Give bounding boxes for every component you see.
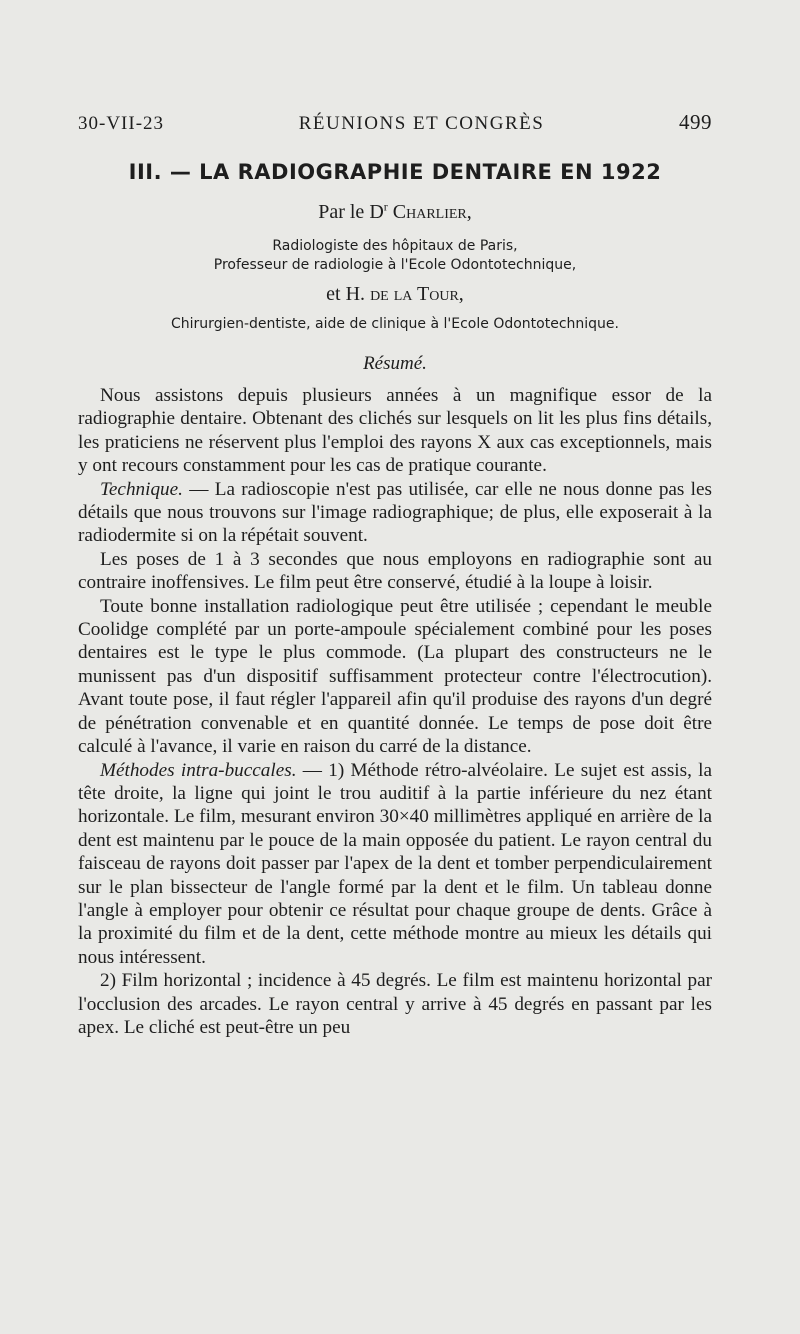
author1-prefix: Par le D: [318, 201, 384, 223]
paragraph-1: Nous assistons depuis plusieurs années à un magnifique essor de la radiographie dentaire. Obtenant des clichés sur lesquels on lit les plus fins détails, les praticiens ne réservent plus l'emploi des rayons X aux cas exceptionnels, mais y ont recours constamment pour les cas de pratique courante.: [78, 385, 712, 477]
article-title: III. — LA RADIOGRAPHIE DENTAIRE EN 1922: [128, 160, 662, 184]
methods-label: Méthodes intra-buccales.: [100, 759, 297, 781]
author1-sup: r: [383, 199, 388, 214]
paragraph-2-text: — La radioscopie n'est pas utilisée, car elle ne nous donne pas les détails que nous trouvons sur l'image radiographique; de plus, elle exposerait à la radiodermite si on la répétait souvent.: [78, 478, 712, 547]
author1-affiliation-line-2: Professeur de radiologie à l'Ecole Odontotechnique,: [213, 257, 577, 273]
technique-label: Technique.: [100, 478, 183, 500]
author1-affiliation-line-1: Radiologiste des hôpitaux de Paris,: [272, 238, 518, 254]
header-date: 30-VII-23: [78, 113, 165, 134]
author-line-1: [78, 201, 712, 224]
paragraph-2: [78, 478, 712, 548]
paragraph-6: 2) Film horizontal ; incidence à 45 degrés. Le film est maintenu horizontal par l'occlusion des arcades. Le rayon central y arrive à 45 degrés en passant par les apex. Le cliché est peut-être un peu: [78, 970, 712, 1038]
author1-affiliation: [78, 237, 712, 275]
running-header: [78, 110, 712, 135]
paragraph-4: Toute bonne installation radiologique peut être utilisée ; cependant le meuble Coolidge complété par un porte-ampoule spécialement combiné pour les poses dentaires est le type le plus commode. (La plupart des constructeurs ne le munissent pas d'un dispositif suffisamment protecteur contre l'électrocution). Avant toute pose, il faut régler l'appareil afin qu'il produise des rayons d'un degré de pénétration convenable et en quantité donnée. Le temps de pose doit être calculé à l'avance, il varie en raison du carré de la distance.: [78, 595, 712, 758]
header-section: RÉUNIONS ET CONGRÈS: [298, 113, 545, 134]
article-body: [78, 384, 712, 1039]
paragraph-5: [78, 759, 712, 970]
author-line-2: [78, 283, 712, 306]
author1-name: Charlier,: [392, 201, 472, 223]
author2-prefix: et H.: [326, 283, 366, 305]
paragraph-3: Les poses de 1 à 3 secondes que nous employons en radiographie sont au contraire inoffensives. Le film peut être conservé, étudié à la loupe à loisir.: [78, 548, 712, 594]
author2-affiliation: Chirurgien-dentiste, aide de clinique à l'Ecole Odontotechnique.: [171, 316, 619, 332]
author2-name: de la Tour,: [370, 283, 464, 305]
page-number: 499: [678, 110, 712, 134]
paragraph-5-text: — 1) Méthode rétro-alvéolaire. Le sujet est assis, la tête droite, la ligne qui joint le trou auditif à la partie inférieure du nez étant horizontale. Le film, mesurant environ 30×40 millimètres appliqué en arrière de la dent est maintenu par le pouce de la main opposée du patient. Le rayon central du faisceau de rayons doit passer par l'apex de la dent et tomber perpendiculairement sur le plan bissecteur de l'angle formé par la dent et le film. Un tableau donne l'angle à employer pour obtenir ce résultat pour chaque groupe de dents. Grâce à la proximité du film et de la dent, cette méthode montre au mieux les détails qui nous intéressent.: [78, 759, 712, 968]
resume-heading: Résumé.: [363, 353, 427, 374]
